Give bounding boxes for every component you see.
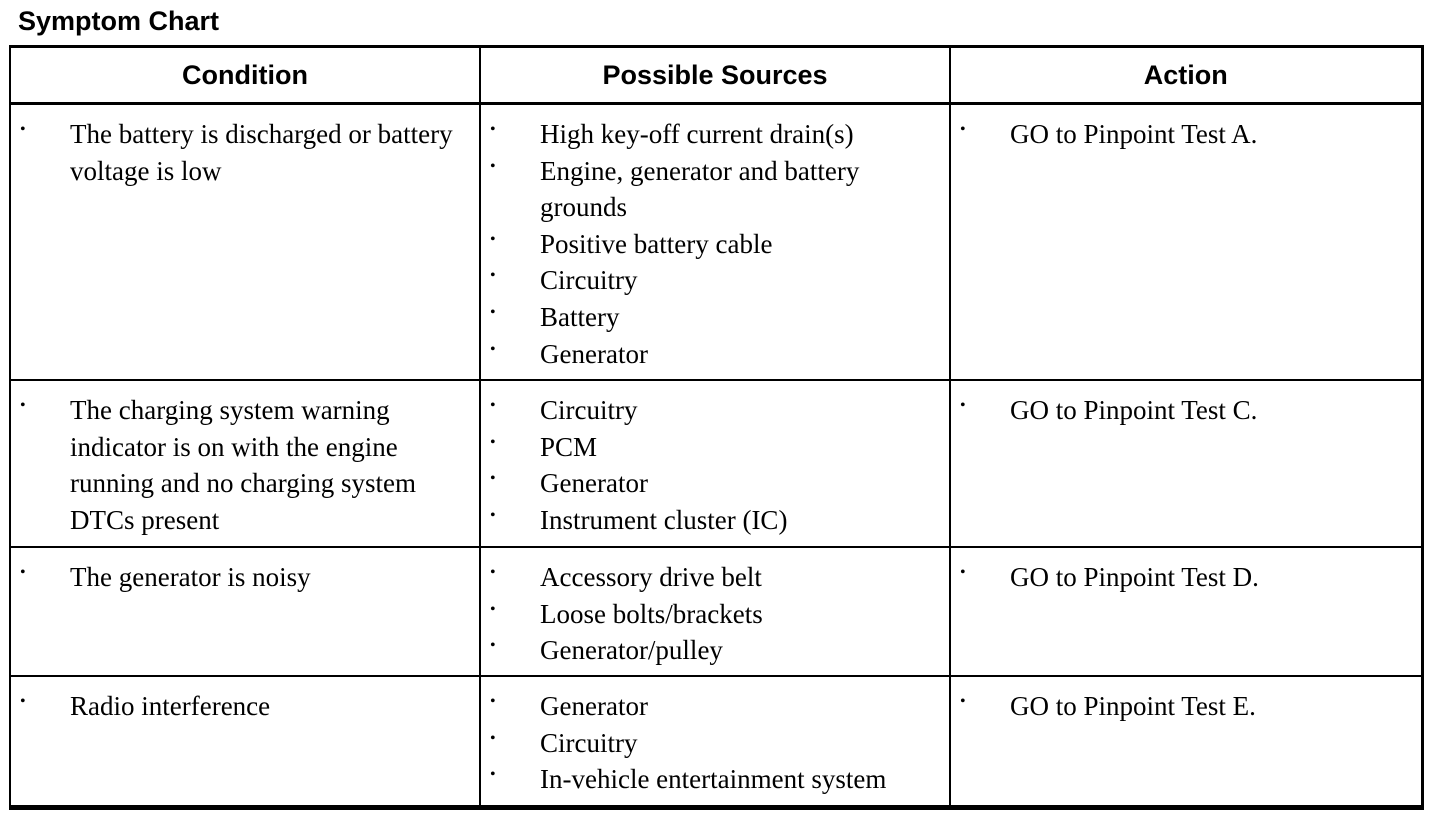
list-item: • Generator [481, 465, 949, 502]
list-item: • Circuitry [481, 262, 949, 299]
condition-cell [10, 104, 480, 381]
sources-cell [480, 104, 950, 381]
list-item: • The charging system warning indicator is on with the engine running and no charging system DTCs present [11, 392, 479, 538]
action-list [951, 116, 1421, 153]
header-possible-sources: Possible Sources [480, 47, 950, 104]
table-row [10, 547, 1422, 676]
action-cell [950, 104, 1422, 381]
sources-cell [480, 380, 950, 547]
sources-list [481, 392, 949, 538]
sources-cell [480, 676, 950, 808]
list-item: • GO to Pinpoint Test C. [951, 392, 1421, 429]
sources-cell [480, 547, 950, 676]
sources-list [481, 688, 949, 798]
list-item: • GO to Pinpoint Test D. [951, 559, 1421, 596]
condition-cell [10, 676, 480, 808]
header-action: Action [950, 47, 1422, 104]
symptom-table [9, 45, 1424, 810]
list-item: • Radio interference [11, 688, 479, 725]
condition-list [11, 392, 479, 538]
condition-list [11, 688, 479, 725]
condition-cell [10, 380, 480, 547]
condition-list [11, 116, 479, 189]
action-cell [950, 380, 1422, 547]
condition-list [11, 559, 479, 596]
list-item: • Positive battery cable [481, 226, 949, 263]
list-item: • The generator is noisy [11, 559, 479, 596]
table-row [10, 380, 1422, 547]
list-item: • Engine, generator and battery grounds [481, 153, 949, 226]
list-item: • GO to Pinpoint Test A. [951, 116, 1421, 153]
action-list [951, 688, 1421, 725]
list-item: • Accessory drive belt [481, 559, 949, 596]
list-item: • PCM [481, 429, 949, 466]
table-row [10, 104, 1422, 381]
list-item: • Circuitry [481, 725, 949, 762]
list-item: • GO to Pinpoint Test E. [951, 688, 1421, 725]
sources-list [481, 116, 949, 372]
list-item: • Loose bolts/brackets [481, 596, 949, 633]
list-item: • In-vehicle entertainment system [481, 761, 949, 798]
action-cell [950, 547, 1422, 676]
list-item: • Instrument cluster (IC) [481, 502, 949, 539]
sources-list [481, 559, 949, 669]
action-cell [950, 676, 1422, 808]
list-item: • Battery [481, 299, 949, 336]
list-item: • Circuitry [481, 392, 949, 429]
list-item: • Generator/pulley [481, 632, 949, 669]
condition-cell [10, 547, 480, 676]
page-title: Symptom Chart [18, 6, 220, 36]
list-item: • High key-off current drain(s) [481, 116, 949, 153]
action-list [951, 392, 1421, 429]
list-item: • Generator [481, 688, 949, 725]
list-item: • The battery is discharged or battery voltage is low [11, 116, 479, 189]
table-row [10, 676, 1422, 808]
header-condition: Condition [10, 47, 480, 104]
table-header-row [10, 47, 1422, 104]
action-list [951, 559, 1421, 596]
list-item: • Generator [481, 336, 949, 373]
